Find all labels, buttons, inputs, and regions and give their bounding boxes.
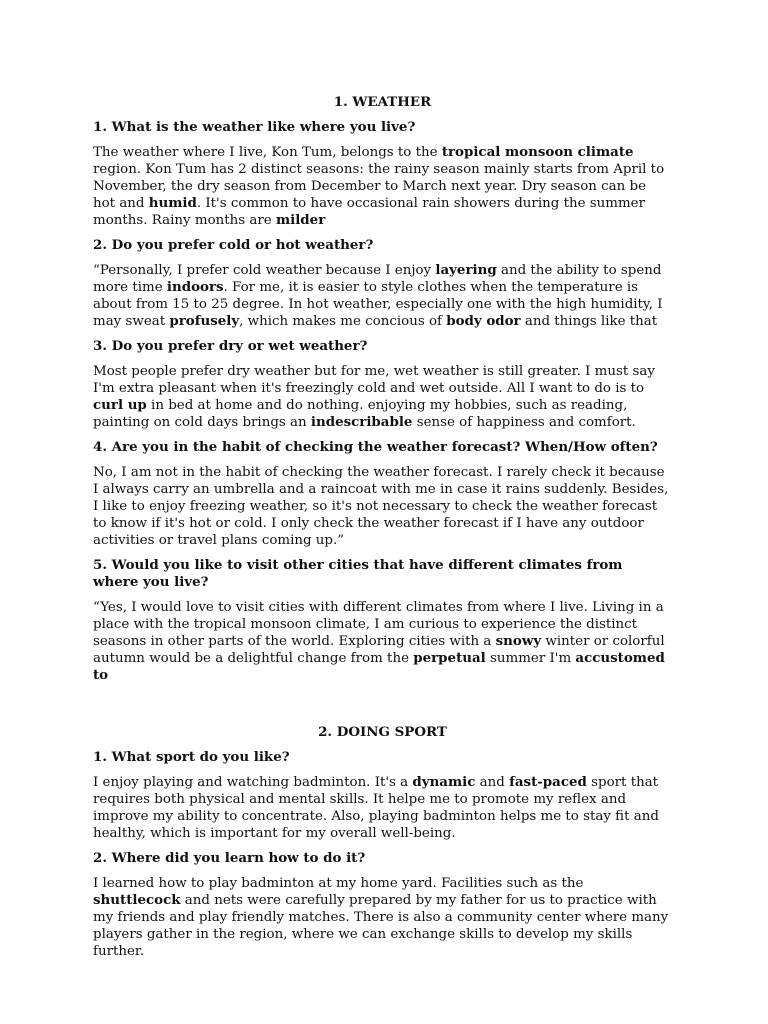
answer-text: in bed at home and do nothing. enjoying my hobbies, such as reading, painting on cold days brings an [93, 398, 628, 430]
answer-bold-term: fast-paced [509, 774, 587, 790]
section-title: 1. WEATHER [333, 94, 432, 110]
answer-text: “Yes, I would love to visit cities with different climates from where I live. Living in a place with the tropical monsoon climate, I am curious to experience the distinct seasons in other parts of the world. Exploring cities with a [93, 600, 664, 649]
answer-text: winter or colorful autumn would be a delightful change from the [93, 634, 665, 666]
section-title: 2. DOING SPORT [318, 724, 447, 740]
answer-text: No, I am not in the habit of checking the weather forecast. I rarely check it because I always carry an umbrella and a raincoat with me in case it rains suddenly. Besides, I like to enjoy freezing weather, so it's not necessary to check the weather forecast to know if it's hot or cold. I only check the weather forecast if I have any outdoor activities or travel plans coming up.” [93, 465, 669, 548]
answer-bold-term: profusely [169, 313, 240, 329]
answer-bold-term: dynamic [412, 774, 476, 790]
answer-paragraph [93, 774, 672, 842]
question: 5. Would you like to visit other cities that have different climates from where you live? [93, 557, 623, 590]
question: 1. What sport do you like? [93, 749, 290, 765]
answer-text: “Personally, I prefer cold weather because I enjoy [93, 263, 436, 278]
answer-text: and things like that [520, 314, 658, 329]
answer-paragraph [93, 363, 672, 431]
answer-paragraph [93, 464, 672, 549]
answer-text: Most people prefer dry weather but for me, wet weather is still greater. I must say I'm extra pleasant when it's freezingly cold and wet outside. All I want to do is to [93, 364, 655, 396]
answer-text: sport that requires both physical and mental skills. It helpe me to promote my reflex and improve my ability to concentrate. Also, playing badminton helps me to stay fit and healthy, which is important for my overall well-being. [93, 775, 659, 841]
answer-bold-term: milder [275, 212, 326, 228]
answer-bold-term: curl up [93, 397, 147, 413]
answer-text: . It's common to have occasional rain showers during the summer months. Rainy months are [93, 196, 645, 228]
answer-bold-term: snowy [495, 633, 542, 649]
answer-paragraph [93, 875, 672, 960]
answer-text: The weather where I live, Kon Tum, belongs to the [93, 145, 442, 160]
answer-bold-term: tropical monsoon climate [441, 144, 634, 160]
answer-text: summer I'm [485, 651, 576, 666]
section-weather [93, 94, 672, 684]
answer-paragraph [93, 144, 672, 229]
answer-paragraph [93, 599, 672, 684]
answer-bold-term: accustomed to [93, 650, 665, 683]
answer-text: region. Kon Tum has 2 distinct seasons: the rainy season mainly starts from April to November, the dry season from December to March next year. Dry season can be hot and [93, 162, 665, 211]
answer-bold-term: indoors [166, 279, 224, 295]
answer-text: I enjoy playing and watching badminton. It's a [93, 775, 413, 790]
question: 2. Where did you learn how to do it? [93, 850, 366, 866]
answer-text: and the ability to spend more time [93, 263, 662, 295]
section-doing-sport [93, 724, 672, 960]
answer-text: , which makes me concious of [239, 314, 447, 329]
answer-text: sense of happiness and comfort. [412, 415, 636, 430]
answer-bold-term: humid [148, 195, 197, 211]
answer-bold-term: layering [435, 262, 497, 278]
answer-paragraph [93, 262, 672, 330]
answer-bold-term: perpetual [413, 650, 486, 666]
answer-text: . For me, it is easier to style clothes when the temperature is about from 15 to 25 degree. In hot weather, especially one with the high humidity, I may sweat [93, 280, 663, 329]
question: 1. What is the weather like where you live? [93, 119, 416, 135]
answer-bold-term: shuttlecock [93, 892, 181, 908]
answer-text: and [475, 775, 510, 790]
answer-text: and nets were carefully prepared by my father for us to practice with my friends and play friendly matches. There is also a community center where many players gather in the region, where we can exchange skills to develop my skills further. [93, 893, 669, 959]
question: 4. Are you in the habit of checking the weather forecast? When/How often? [93, 439, 658, 455]
question: 3. Do you prefer dry or wet weather? [93, 338, 368, 354]
answer-bold-term: indescribable [310, 414, 413, 430]
answer-text: I learned how to play badminton at my home yard. Facilities such as the [93, 876, 584, 891]
answer-bold-term: body odor [446, 313, 521, 329]
question: 2. Do you prefer cold or hot weather? [93, 237, 374, 253]
